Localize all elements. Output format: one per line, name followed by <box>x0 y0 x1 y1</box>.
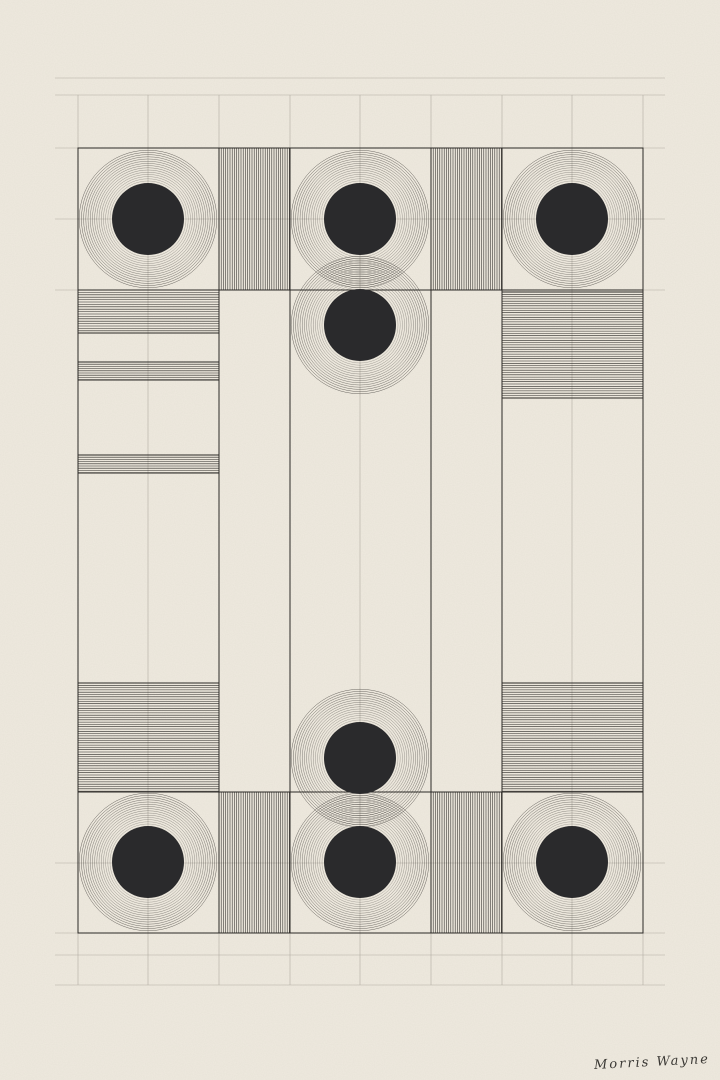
circle-bottom-center-dot <box>324 826 396 898</box>
circle-top-center-dot <box>324 183 396 255</box>
circle-top-right-dot <box>536 183 608 255</box>
circle-top-left-dot <box>112 183 184 255</box>
circle-bottom-center-upper-dot <box>324 722 396 794</box>
circle-top-center-lower-dot <box>324 289 396 361</box>
circle-bottom-left-dot <box>112 826 184 898</box>
artist-signature: Morris Wayne <box>593 1051 711 1074</box>
circle-bottom-right-dot <box>536 826 608 898</box>
